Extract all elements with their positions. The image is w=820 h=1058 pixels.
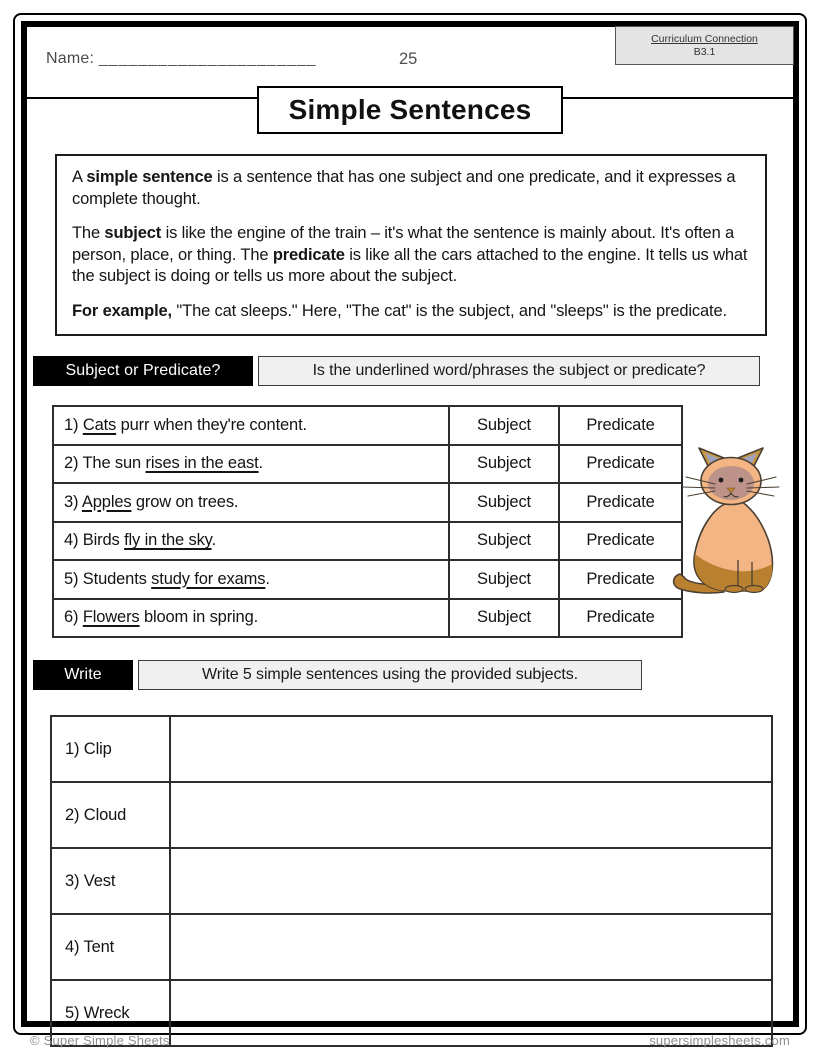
table-row (53, 560, 682, 599)
curriculum-connection-box (615, 26, 794, 65)
exercise2-header (33, 660, 793, 690)
subject-option[interactable]: Subject (449, 445, 559, 484)
write-answer-area[interactable] (170, 914, 772, 980)
write-row (51, 716, 772, 782)
subject-option[interactable]: Subject (449, 599, 559, 638)
write-prompt: 5) Wreck (51, 980, 170, 1046)
write-row (51, 914, 772, 980)
predicate-option[interactable]: Predicate (559, 599, 682, 638)
table-row (53, 599, 682, 638)
intro-paragraph: A simple sentence is a sentence that has one subject and one predicate, and it expresses a complete thought. (72, 168, 736, 208)
footer-website: supersimplesheets.com (649, 1033, 790, 1048)
subject-option[interactable]: Subject (449, 560, 559, 599)
intro-paragraph: The subject is like the engine of the train – it's what the sentence is mainly about. It's often a person, place, or thing. The predicate is like all the cars attached to the engine. It tells us what the subject is doing or tells us more about the subject. (72, 224, 748, 285)
write-answer-area[interactable] (170, 716, 772, 782)
sentence-cell: 4) Birds fly in the sky. (53, 522, 449, 561)
table-row (53, 483, 682, 522)
write-row (51, 782, 772, 848)
cat-illustration (668, 444, 792, 598)
exercise2-instruction: Write 5 simple sentences using the provided subjects. (138, 660, 642, 690)
table-row (53, 406, 682, 445)
worksheet-content (27, 27, 793, 1021)
write-prompt: 2) Cloud (51, 782, 170, 848)
predicate-option[interactable]: Predicate (559, 522, 682, 561)
predicate-option[interactable]: Predicate (559, 445, 682, 484)
name-blank-line[interactable]: ______________________ (98, 50, 317, 67)
name-row (46, 50, 317, 68)
table-row (53, 522, 682, 561)
write-sentences-table (50, 715, 773, 1047)
write-prompt: 3) Vest (51, 848, 170, 914)
write-answer-area[interactable] (170, 848, 772, 914)
predicate-option[interactable]: Predicate (559, 560, 682, 599)
intro-paragraph: For example, "The cat sleeps." Here, "The cat" is the subject, and "sleeps" is the predicate. (72, 301, 727, 320)
footer-copyright: © Super Simple Sheets (30, 1033, 170, 1048)
sentence-cell: 3) Apples grow on trees. (53, 483, 449, 522)
name-label: Name: (46, 50, 95, 67)
footer (30, 1033, 790, 1048)
write-answer-area[interactable] (170, 782, 772, 848)
curriculum-title: Curriculum Connection (651, 33, 758, 45)
predicate-option[interactable]: Predicate (559, 406, 682, 445)
page-title: Simple Sentences (257, 86, 564, 134)
page-number: 25 (399, 50, 418, 68)
exercise1-header (33, 356, 793, 386)
subject-option[interactable]: Subject (449, 483, 559, 522)
curriculum-code: B3.1 (693, 46, 716, 58)
write-row (51, 848, 772, 914)
subject-predicate-table (52, 405, 683, 638)
intro-box (55, 154, 767, 336)
subject-option[interactable]: Subject (449, 522, 559, 561)
subject-option[interactable]: Subject (449, 406, 559, 445)
sentence-cell: 5) Students study for exams. (53, 560, 449, 599)
table-row (53, 445, 682, 484)
predicate-option[interactable]: Predicate (559, 483, 682, 522)
sentence-cell: 2) The sun rises in the east. (53, 445, 449, 484)
sentence-cell: 1) Cats purr when they're content. (53, 406, 449, 445)
exercise2-label: Write (33, 660, 133, 690)
exercise1-label: Subject or Predicate? (33, 356, 253, 386)
write-prompt: 4) Tent (51, 914, 170, 980)
write-prompt: 1) Clip (51, 716, 170, 782)
exercise1-instruction: Is the underlined word/phrases the subject or predicate? (258, 356, 760, 386)
sentence-cell: 6) Flowers bloom in spring. (53, 599, 449, 638)
